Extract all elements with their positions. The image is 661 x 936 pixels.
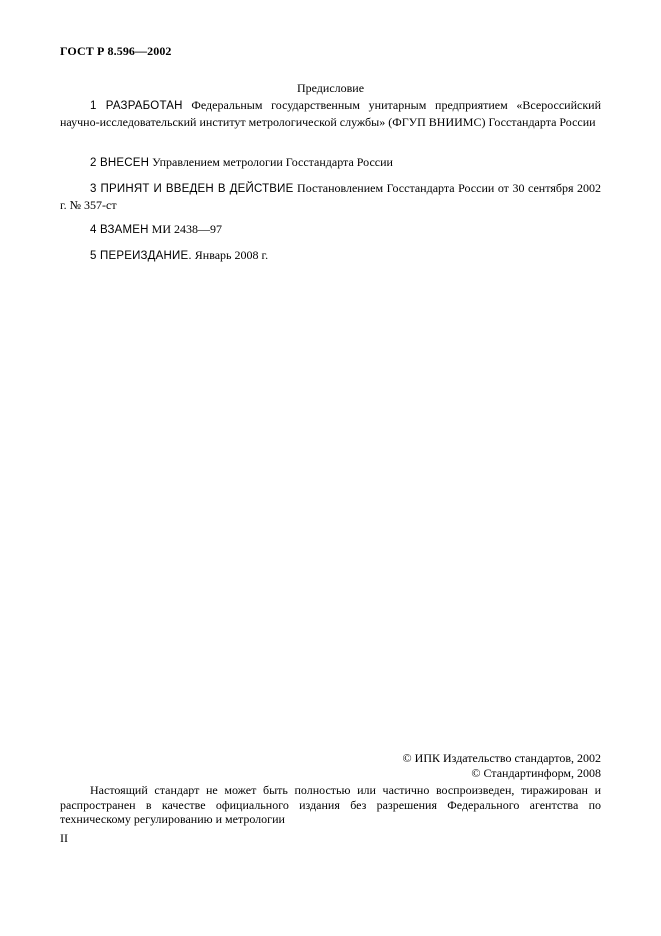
copyright-line: © ИПК Издательство стандартов, 2002 — [402, 751, 601, 765]
foreword-item-adopted — [60, 181, 601, 213]
foreword-item-lead: 2 ВНЕСЕН — [90, 157, 150, 169]
foreword-title: Предисловие — [296, 81, 365, 95]
foreword-item-text: Федеральным государственным унитарным предприятием «Всероссийский научно-исследовательский институт метрологической службы» (ФГУП ВНИИМС) Госстандарта России — [60, 98, 601, 129]
foreword-item-reissue — [60, 248, 601, 265]
reproduction-notice: Настоящий стандарт не может быть полностью или частично воспроизведен, тиражирован и распространен в качестве официального издания без разрешения Федерального агентства по техническому регулированию и метрологии — [60, 783, 601, 826]
foreword-item-lead: 5 ПЕРЕИЗДАНИЕ. — [90, 250, 192, 262]
foreword-item-introduced — [60, 155, 601, 172]
foreword-item-lead: 3 ПРИНЯТ И ВВЕДЕН В ДЕЙСТВИЕ — [90, 183, 294, 195]
foreword-item-text: Постановлением Госстандарта России от 30 сентября 2002 г. № 357-ст — [60, 181, 602, 212]
foreword-item-lead: 4 ВЗАМЕН — [90, 224, 149, 236]
foreword-item-text: МИ 2438—97 — [148, 222, 222, 236]
foreword-item-developed — [60, 98, 601, 130]
copyright-line: © Стандартинформ, 2008 — [471, 766, 601, 780]
copyright-block — [403, 751, 601, 781]
page-header-standard-code: ГОСТ Р 8.596—2002 — [60, 44, 172, 58]
foreword-item-replaces — [60, 222, 601, 239]
foreword-item-text: Управлением метрологии Госстандарта России — [149, 155, 393, 169]
page-number: II — [60, 831, 68, 845]
foreword-item-text: Январь 2008 г. — [191, 248, 269, 262]
foreword-item-lead: 1 РАЗРАБОТАН — [90, 100, 183, 112]
